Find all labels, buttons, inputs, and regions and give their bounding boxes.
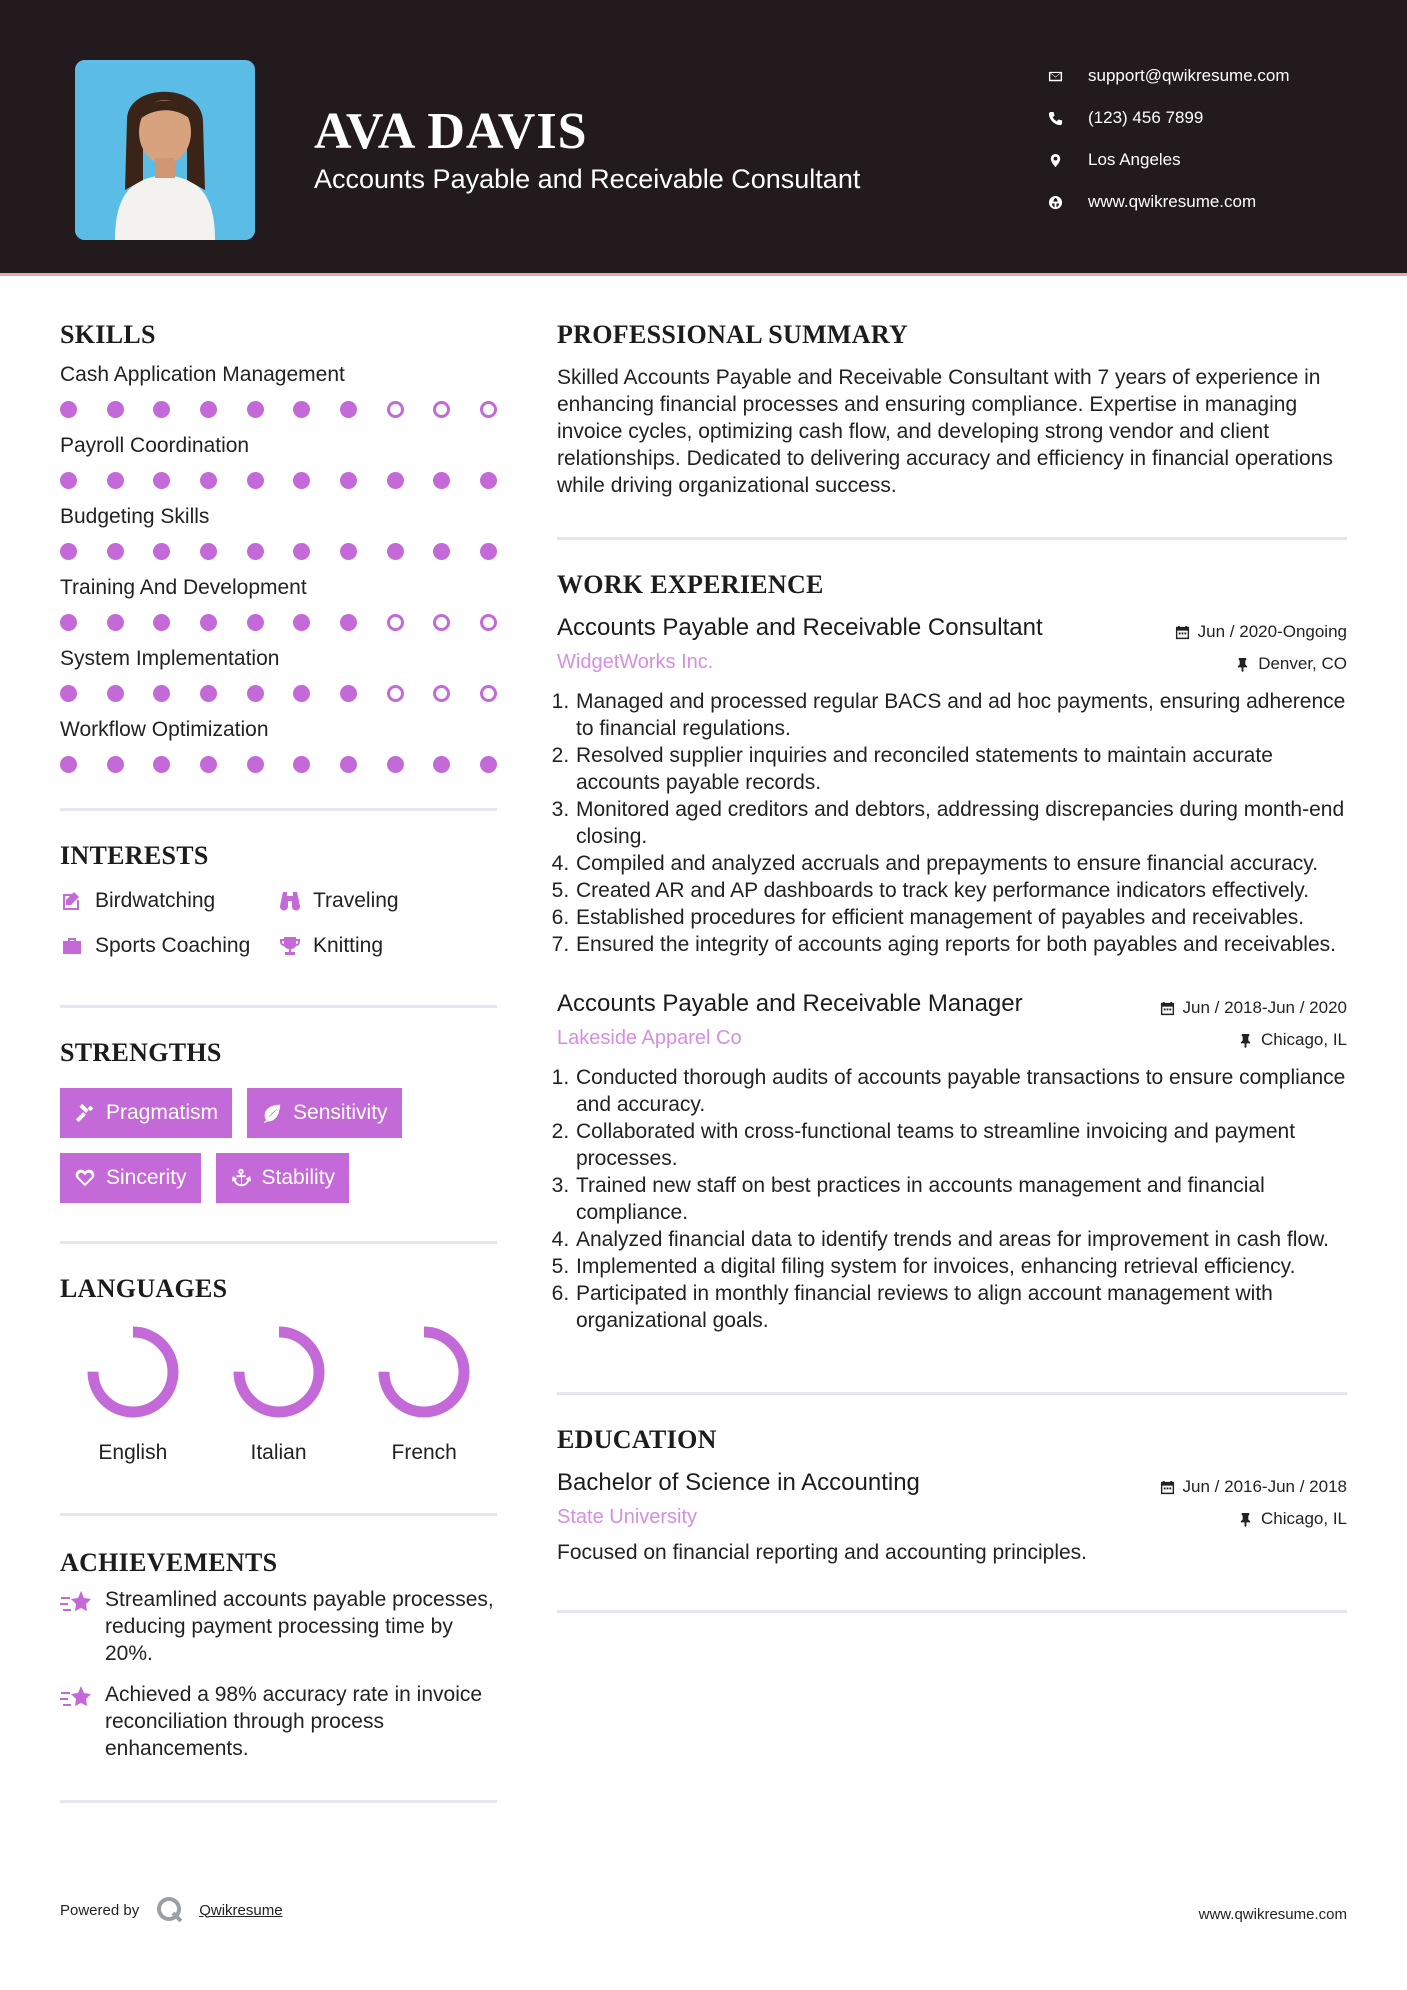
rating-dot-filled [200,472,217,489]
rating-dot-filled [200,543,217,560]
strength-label: Pragmatism [106,1101,219,1124]
rating-dot-filled [107,401,124,418]
interest-label: Knitting [313,933,384,957]
interest-label: Traveling [313,888,399,912]
trophy-icon [278,934,302,958]
education-location [1160,1503,1347,1535]
summary-section [557,320,1347,499]
contact-location [1048,139,1290,181]
rating-dot-filled [60,614,77,631]
strength-label: Stability [261,1166,336,1189]
job-meta [1175,616,1347,680]
education-meta [1160,1471,1347,1535]
candidate-title: Accounts Payable and Receivable Consultant [314,164,861,194]
education-title: EDUCATION [557,1425,717,1454]
rating-dot-filled [153,401,170,418]
rating-dot-empty [387,401,404,418]
qwikresume-link[interactable]: Qwikresume [199,1901,283,1919]
rating-dot-filled [480,543,497,560]
skill-item [60,360,497,421]
language-gauge-arc [384,1332,464,1412]
achievements-title: ACHIEVEMENTS [60,1548,278,1577]
languages-list [60,1322,497,1465]
contact-email-text: support@qwikresume.com [1088,66,1290,85]
interests-title: INTERESTS [60,841,209,870]
leaf-icon [261,1102,283,1124]
strengths-list [60,1088,497,1203]
rating-dot-empty [433,685,450,702]
rating-dot-filled [247,756,264,773]
language-item [60,1322,206,1465]
pushpin-icon [1238,1512,1253,1527]
rating-dot-empty [433,614,450,631]
rating-dot-filled [107,614,124,631]
rating-dot-filled [247,472,264,489]
language-name: English [98,1441,168,1464]
achievement-text: Achieved a 98% accuracy rate in invoice reconciliation through process enhancements. [105,1683,483,1760]
language-item [206,1322,352,1465]
rating-dot-filled [247,685,264,702]
skill-name: System Implementation [60,647,280,670]
rating-dot-filled [293,543,310,560]
rating-dot-empty [480,401,497,418]
rating-dot-filled [340,685,357,702]
rating-dot-filled [247,543,264,560]
job-bullet: 7. Ensured the integrity of accounts aging reports for both payables and receivables. [575,931,1347,958]
strengths-title: STRENGTHS [60,1038,222,1067]
language-item [351,1322,497,1465]
job-location-text: Denver, CO [1258,654,1347,673]
interests-section [60,841,497,961]
rating-dot-filled [153,614,170,631]
powered-by-text: Powered by [60,1901,140,1919]
strength-label: Sincerity [106,1166,187,1189]
contact-phone[interactable] [1048,97,1290,139]
strengths-section [60,1038,497,1203]
footer-powered-by [60,1895,283,1925]
section-divider [60,1800,497,1803]
skill-item [60,715,497,776]
right-column [557,320,1347,1613]
language-name: Italian [250,1441,307,1464]
job-bullet: 4. Compiled and analyzed accruals and prepayments to ensure financial accuracy. [575,850,1347,877]
binoculars-icon [278,889,302,913]
rating-dot-filled [293,472,310,489]
language-gauge [83,1322,183,1422]
job-meta [1160,992,1347,1056]
gavel-icon [74,1102,96,1124]
job-company: WidgetWorks Inc. [557,651,714,673]
location-pin-icon [1048,153,1088,168]
rating-dot-filled [153,543,170,560]
shooting-star-icon [60,1683,94,1713]
skill-item [60,502,497,563]
rating-dot-filled [293,685,310,702]
contact-list [1048,55,1290,223]
job-dates-text: Jun / 2020-Ongoing [1197,622,1347,641]
languages-title: LANGUAGES [60,1274,228,1303]
rating-dot-filled [107,472,124,489]
rating-dot-filled [387,756,404,773]
rating-dot-filled [200,685,217,702]
rating-dot-filled [107,756,124,773]
language-gauge-arc [239,1332,319,1412]
experience-title: WORK EXPERIENCE [557,570,824,599]
skill-rating [60,539,497,563]
suitcase-icon [60,934,84,958]
job-bullet: 1. Managed and processed regular BACS and ad hoc payments, ensuring adherence to financial regulations. [575,688,1347,742]
language-gauge-arc [93,1332,173,1412]
rating-dot-filled [340,756,357,773]
education-location-text: Chicago, IL [1261,1509,1347,1528]
skill-item [60,644,497,705]
achievement-text: Streamlined accounts payable processes, reducing payment processing time by 20%. [105,1588,494,1665]
shooting-star-icon [60,1588,94,1618]
anchor-icon [230,1167,252,1189]
phone-icon [1048,111,1088,126]
job-bullets [557,1064,1347,1334]
rating-dot-filled [200,614,217,631]
skill-name: Training And Development [60,576,307,599]
job-bullet: 3. Monitored aged creditors and debtors, addressing discrepancies during month-end closing. [575,796,1347,850]
footer-url[interactable]: www.qwikresume.com [1198,1906,1347,1923]
section-divider [60,1241,497,1244]
job-location [1175,648,1347,680]
skill-name: Payroll Coordination [60,434,250,457]
skill-rating [60,752,497,776]
skills-title: SKILLS [60,320,156,349]
rating-dot-filled [387,472,404,489]
job-title: Accounts Payable and Receivable Manager [557,990,1023,1017]
summary-text: Skilled Accounts Payable and Receivable Consultant with 7 years of experience in enhancing financial processes and ensuring compliance. Expertise in managing invoice cycles, optimizing cash flow, and developing strong vendor and client relationships. Dedicated to delivering accuracy and efficiency in financial operations while driving organizational success. [557,366,1333,497]
job-bullets [557,688,1347,958]
job-dates-text: Jun / 2018-Jun / 2020 [1182,998,1347,1017]
rating-dot-empty [387,685,404,702]
rating-dot-filled [153,756,170,773]
rating-dot-empty [480,685,497,702]
strength-tag [216,1153,350,1203]
rating-dot-filled [60,543,77,560]
calendar-icon [1160,1001,1175,1016]
rating-dot-filled [60,756,77,773]
section-divider [60,1005,497,1008]
rating-dot-filled [340,472,357,489]
degree-title: Bachelor of Science in Accounting [557,1469,920,1496]
rating-dot-filled [293,401,310,418]
rating-dot-filled [200,401,217,418]
skills-section [60,320,497,776]
rating-dot-filled [293,756,310,773]
job-bullet: 5. Implemented a digital filing system for invoices, enhancing retrieval efficiency. [575,1253,1347,1280]
rating-dot-filled [387,543,404,560]
section-divider [60,808,497,811]
experience-section [557,570,1347,1334]
job-entry [557,990,1347,1334]
strength-tag [60,1088,232,1138]
job-dates [1160,992,1347,1024]
candidate-name: AVA DAVIS [314,103,588,160]
skill-rating [60,468,497,492]
rating-dot-filled [433,543,450,560]
rating-dot-filled [340,401,357,418]
pushpin-icon [1238,1033,1253,1048]
strength-label: Sensitivity [293,1101,388,1124]
rating-dot-filled [433,756,450,773]
education-description: Focused on financial reporting and accounting principles. [557,1541,1087,1564]
skill-rating [60,397,497,421]
rating-dot-filled [200,756,217,773]
skill-name: Workflow Optimization [60,718,269,741]
skill-item [60,431,497,492]
job-bullet: 3. Trained new staff on best practices in accounts management and financial compliance. [575,1172,1347,1226]
education-dates [1160,1471,1347,1503]
rating-dot-filled [107,543,124,560]
achievements-section [60,1548,497,1762]
rating-dot-empty [433,401,450,418]
rating-dot-filled [433,472,450,489]
heart-icon [74,1167,96,1189]
skill-rating [60,610,497,634]
contact-website[interactable] [1048,181,1290,223]
job-entry [557,614,1347,958]
job-location-text: Chicago, IL [1261,1030,1347,1049]
skill-name: Budgeting Skills [60,505,210,528]
languages-section [60,1274,497,1465]
education-section [557,1425,1347,1566]
calendar-icon [1175,625,1190,640]
calendar-icon [1160,1480,1175,1495]
achievement-item [60,1586,497,1667]
summary-title: PROFESSIONAL SUMMARY [557,320,909,349]
rating-dot-filled [247,401,264,418]
resume-header [0,0,1407,276]
job-location [1160,1024,1347,1056]
language-name: French [391,1441,457,1464]
job-company: Lakeside Apparel Co [557,1027,742,1049]
left-column [60,320,497,1803]
rating-dot-filled [480,756,497,773]
education-dates-text: Jun / 2016-Jun / 2018 [1182,1477,1347,1496]
section-divider [60,1513,497,1516]
language-gauge [229,1322,329,1422]
skill-item [60,573,497,634]
rating-dot-filled [293,614,310,631]
job-bullet: 6. Participated in monthly financial reviews to align account management with organizational goals. [575,1280,1347,1334]
skills-list [60,360,497,776]
skill-name: Cash Application Management [60,363,345,386]
job-title: Accounts Payable and Receivable Consultant [557,614,1043,641]
rating-dot-filled [340,543,357,560]
section-divider [557,1392,1347,1395]
profile-photo [75,60,255,240]
job-bullet: 6. Established procedures for efficient management of payables and receivables. [575,904,1347,931]
education-entry [557,1469,1347,1566]
rating-dot-filled [480,472,497,489]
pushpin-icon [1235,657,1250,672]
interest-label: Sports Coaching [95,933,251,957]
rating-dot-empty [480,614,497,631]
contact-location-text: Los Angeles [1088,150,1181,169]
section-divider [557,537,1347,540]
contact-email[interactable] [1048,55,1290,97]
rating-dot-filled [107,685,124,702]
strength-tag [247,1088,402,1138]
interest-item [60,885,278,916]
qwikresume-logo-icon [155,1895,185,1925]
school-name: State University [557,1506,698,1528]
section-divider [557,1610,1347,1613]
job-dates [1175,616,1347,648]
achievement-item [60,1681,497,1762]
strength-tag [60,1153,201,1203]
rating-dot-filled [60,685,77,702]
globe-icon [1048,195,1088,210]
interest-item [278,930,488,961]
edit-icon [60,889,84,913]
job-bullet: 2. Resolved supplier inquiries and reconciled statements to maintain accurate accounts payable records. [575,742,1347,796]
job-bullet: 5. Created AR and AP dashboards to track key performance indicators effectively. [575,877,1347,904]
contact-phone-text: (123) 456 7899 [1088,108,1204,127]
envelope-icon [1048,69,1088,84]
rating-dot-filled [60,401,77,418]
rating-dot-filled [247,614,264,631]
profile-photo-image [75,60,255,240]
job-bullet: 2. Collaborated with cross-functional teams to streamline invoicing and payment processes. [575,1118,1347,1172]
rating-dot-filled [153,472,170,489]
contact-website-text: www.qwikresume.com [1088,192,1257,211]
interest-item [278,885,488,916]
rating-dot-empty [387,614,404,631]
rating-dot-filled [60,472,77,489]
language-gauge [374,1322,474,1422]
interest-item [60,930,278,961]
interest-label: Birdwatching [95,888,216,912]
interests-list [60,885,497,961]
job-bullet: 4. Analyzed financial data to identify trends and areas for improvement in cash flow. [575,1226,1347,1253]
skill-rating [60,681,497,705]
rating-dot-filled [153,685,170,702]
job-bullet: 1. Conducted thorough audits of accounts payable transactions to ensure compliance and accuracy. [575,1064,1347,1118]
rating-dot-filled [340,614,357,631]
